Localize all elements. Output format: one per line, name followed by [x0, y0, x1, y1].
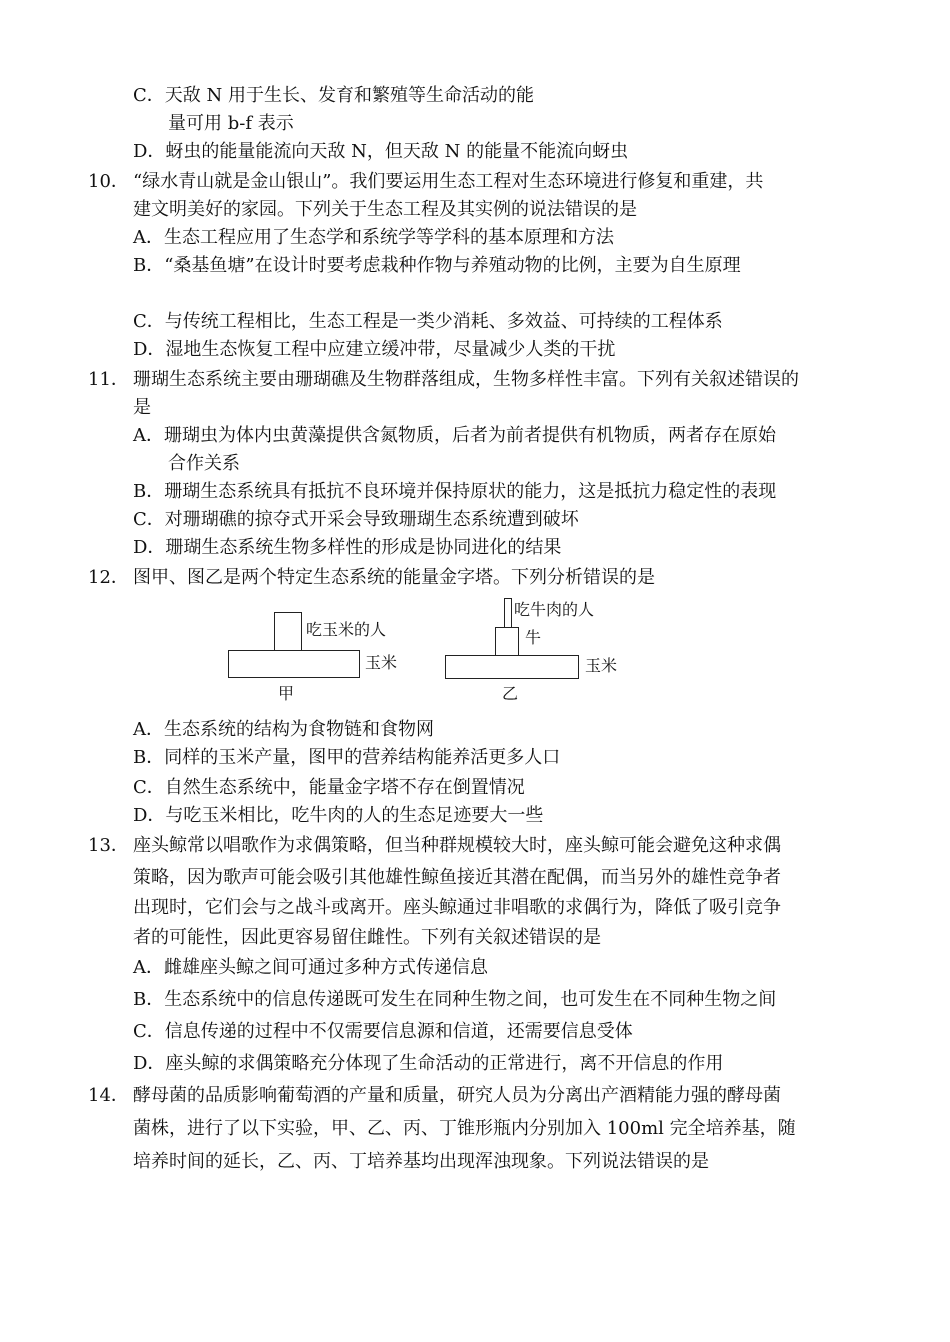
q12-option-b: B．同样的玉米产量，图甲的营养结构能养活更多人口	[133, 747, 561, 768]
pyramid-jia-caption: 甲	[278, 684, 295, 703]
q14-stem-line2: 菌株，进行了以下实验，甲、乙、丙、丁锥形瓶内分别加入 100ml 完全培养基，随	[133, 1118, 796, 1139]
q10-option-c: C．与传统工程相比，生态工程是一类少消耗、多效益、可持续的工程体系	[133, 311, 723, 332]
q13-option-c: C．信息传递的过程中不仅需要信息源和信道，还需要信息受体	[133, 1021, 633, 1042]
pyramid-yi-top-label: 吃牛肉的人	[514, 600, 595, 619]
q11-stem-line1: 珊瑚生态系统主要由珊瑚礁及生物群落组成，生物多样性丰富。下列有关叙述错误的	[133, 369, 799, 390]
question-number-13: 13．	[88, 835, 129, 856]
pyramid-jia-human-bar	[274, 612, 302, 651]
q13-option-a: A．雌雄座头鲸之间可通过多种方式传递信息	[133, 957, 488, 978]
q14-stem-line3: 培养时间的延长，乙、丙、丁培养基均出现浑浊现象。下列说法错误的是	[133, 1151, 709, 1172]
q11-option-b: B．珊瑚生态系统具有抵抗不良环境并保持原状的能力，这是抵抗力稳定性的表现	[133, 481, 777, 502]
q13-stem-line2: 策略，因为歌声可能会吸引其他雄性鲸鱼接近其潜在配偶，而当另外的雄性竞争者	[133, 867, 781, 888]
q11-option-a-line2: 合作关系	[168, 453, 240, 474]
q13-stem-line1: 座头鲸常以唱歌作为求偶策略，但当种群规模较大时，座头鲸可能会避免这种求偶	[133, 835, 781, 856]
pyramid-yi-human-bar	[504, 598, 512, 628]
question-number-14: 14．	[88, 1085, 129, 1106]
q10-option-d: D．湿地生态恢复工程中应建立缓冲带，尽量减少人类的干扰	[133, 339, 616, 360]
pyramid-yi-corn-bar	[445, 655, 579, 679]
q13-stem-line3: 出现时，它们会与之战斗或离开。座头鲸通过非唱歌的求偶行为，降低了吸引竞争	[133, 897, 781, 918]
pyramid-jia-top-label: 吃玉米的人	[306, 620, 387, 639]
q12-stem: 图甲、图乙是两个特定生态系统的能量金字塔。下列分析错误的是	[133, 567, 655, 588]
pyramid-jia-bottom-label: 玉米	[365, 653, 398, 672]
q10-stem-line1: “绿水青山就是金山银山”。我们要运用生态工程对生态环境进行修复和重建，共	[133, 171, 764, 192]
pyramid-yi-bottom-label: 玉米	[585, 656, 618, 675]
pyramid-yi-caption: 乙	[502, 684, 519, 703]
option-c-line1: C．天敌 N 用于生长、发育和繁殖等生命活动的能	[133, 85, 534, 106]
q12-option-a: A．生态系统的结构为食物链和食物网	[133, 719, 434, 740]
pyramid-yi-mid-label: 牛	[525, 628, 542, 647]
q11-option-c: C．对珊瑚礁的掠夺式开采会导致珊瑚生态系统遭到破坏	[133, 509, 579, 530]
q13-option-b: B．生态系统中的信息传递既可发生在同种生物之间，也可发生在不同种生物之间	[133, 989, 777, 1010]
q13-option-d: D．座头鲸的求偶策略充分体现了生命活动的正常进行，离不开信息的作用	[133, 1053, 724, 1074]
q12-option-d: D．与吃玉米相比，吃牛肉的人的生态足迹要大一些	[133, 805, 544, 826]
q10-option-a: A．生态工程应用了生态学和系统学等学科的基本原理和方法	[133, 227, 614, 248]
question-number-10: 10．	[88, 171, 129, 192]
question-number-11: 11．	[88, 369, 129, 390]
q13-stem-line4: 者的可能性，因此更容易留住雌性。下列有关叙述错误的是	[133, 927, 601, 948]
q11-option-a-line1: A．珊瑚虫为体内虫黄藻提供含氮物质，后者为前者提供有机物质，两者存在原始	[133, 425, 776, 446]
q10-stem-line2: 建文明美好的家园。下列关于生态工程及其实例的说法错误的是	[133, 199, 637, 220]
pyramid-yi-cattle-bar	[495, 627, 519, 656]
pyramid-jia-corn-bar	[228, 650, 360, 678]
q11-stem-line2: 是	[133, 397, 151, 418]
q10-option-b: B．“桑基鱼塘”在设计时要考虑栽种作物与养殖动物的比例，主要为自生原理	[133, 255, 741, 276]
option-d: D．蚜虫的能量能流向天敌 N，但天敌 N 的能量不能流向蚜虫	[133, 141, 629, 162]
q11-option-d: D．珊瑚生态系统生物多样性的形成是协同进化的结果	[133, 537, 562, 558]
q12-option-c: C．自然生态系统中，能量金字塔不存在倒置情况	[133, 777, 525, 798]
option-c-line2: 量可用 b-f 表示	[168, 113, 294, 134]
question-number-12: 12．	[88, 567, 129, 588]
q14-stem-line1: 酵母菌的品质影响葡萄酒的产量和质量，研究人员为分离出产酒精能力强的酵母菌	[133, 1085, 781, 1106]
